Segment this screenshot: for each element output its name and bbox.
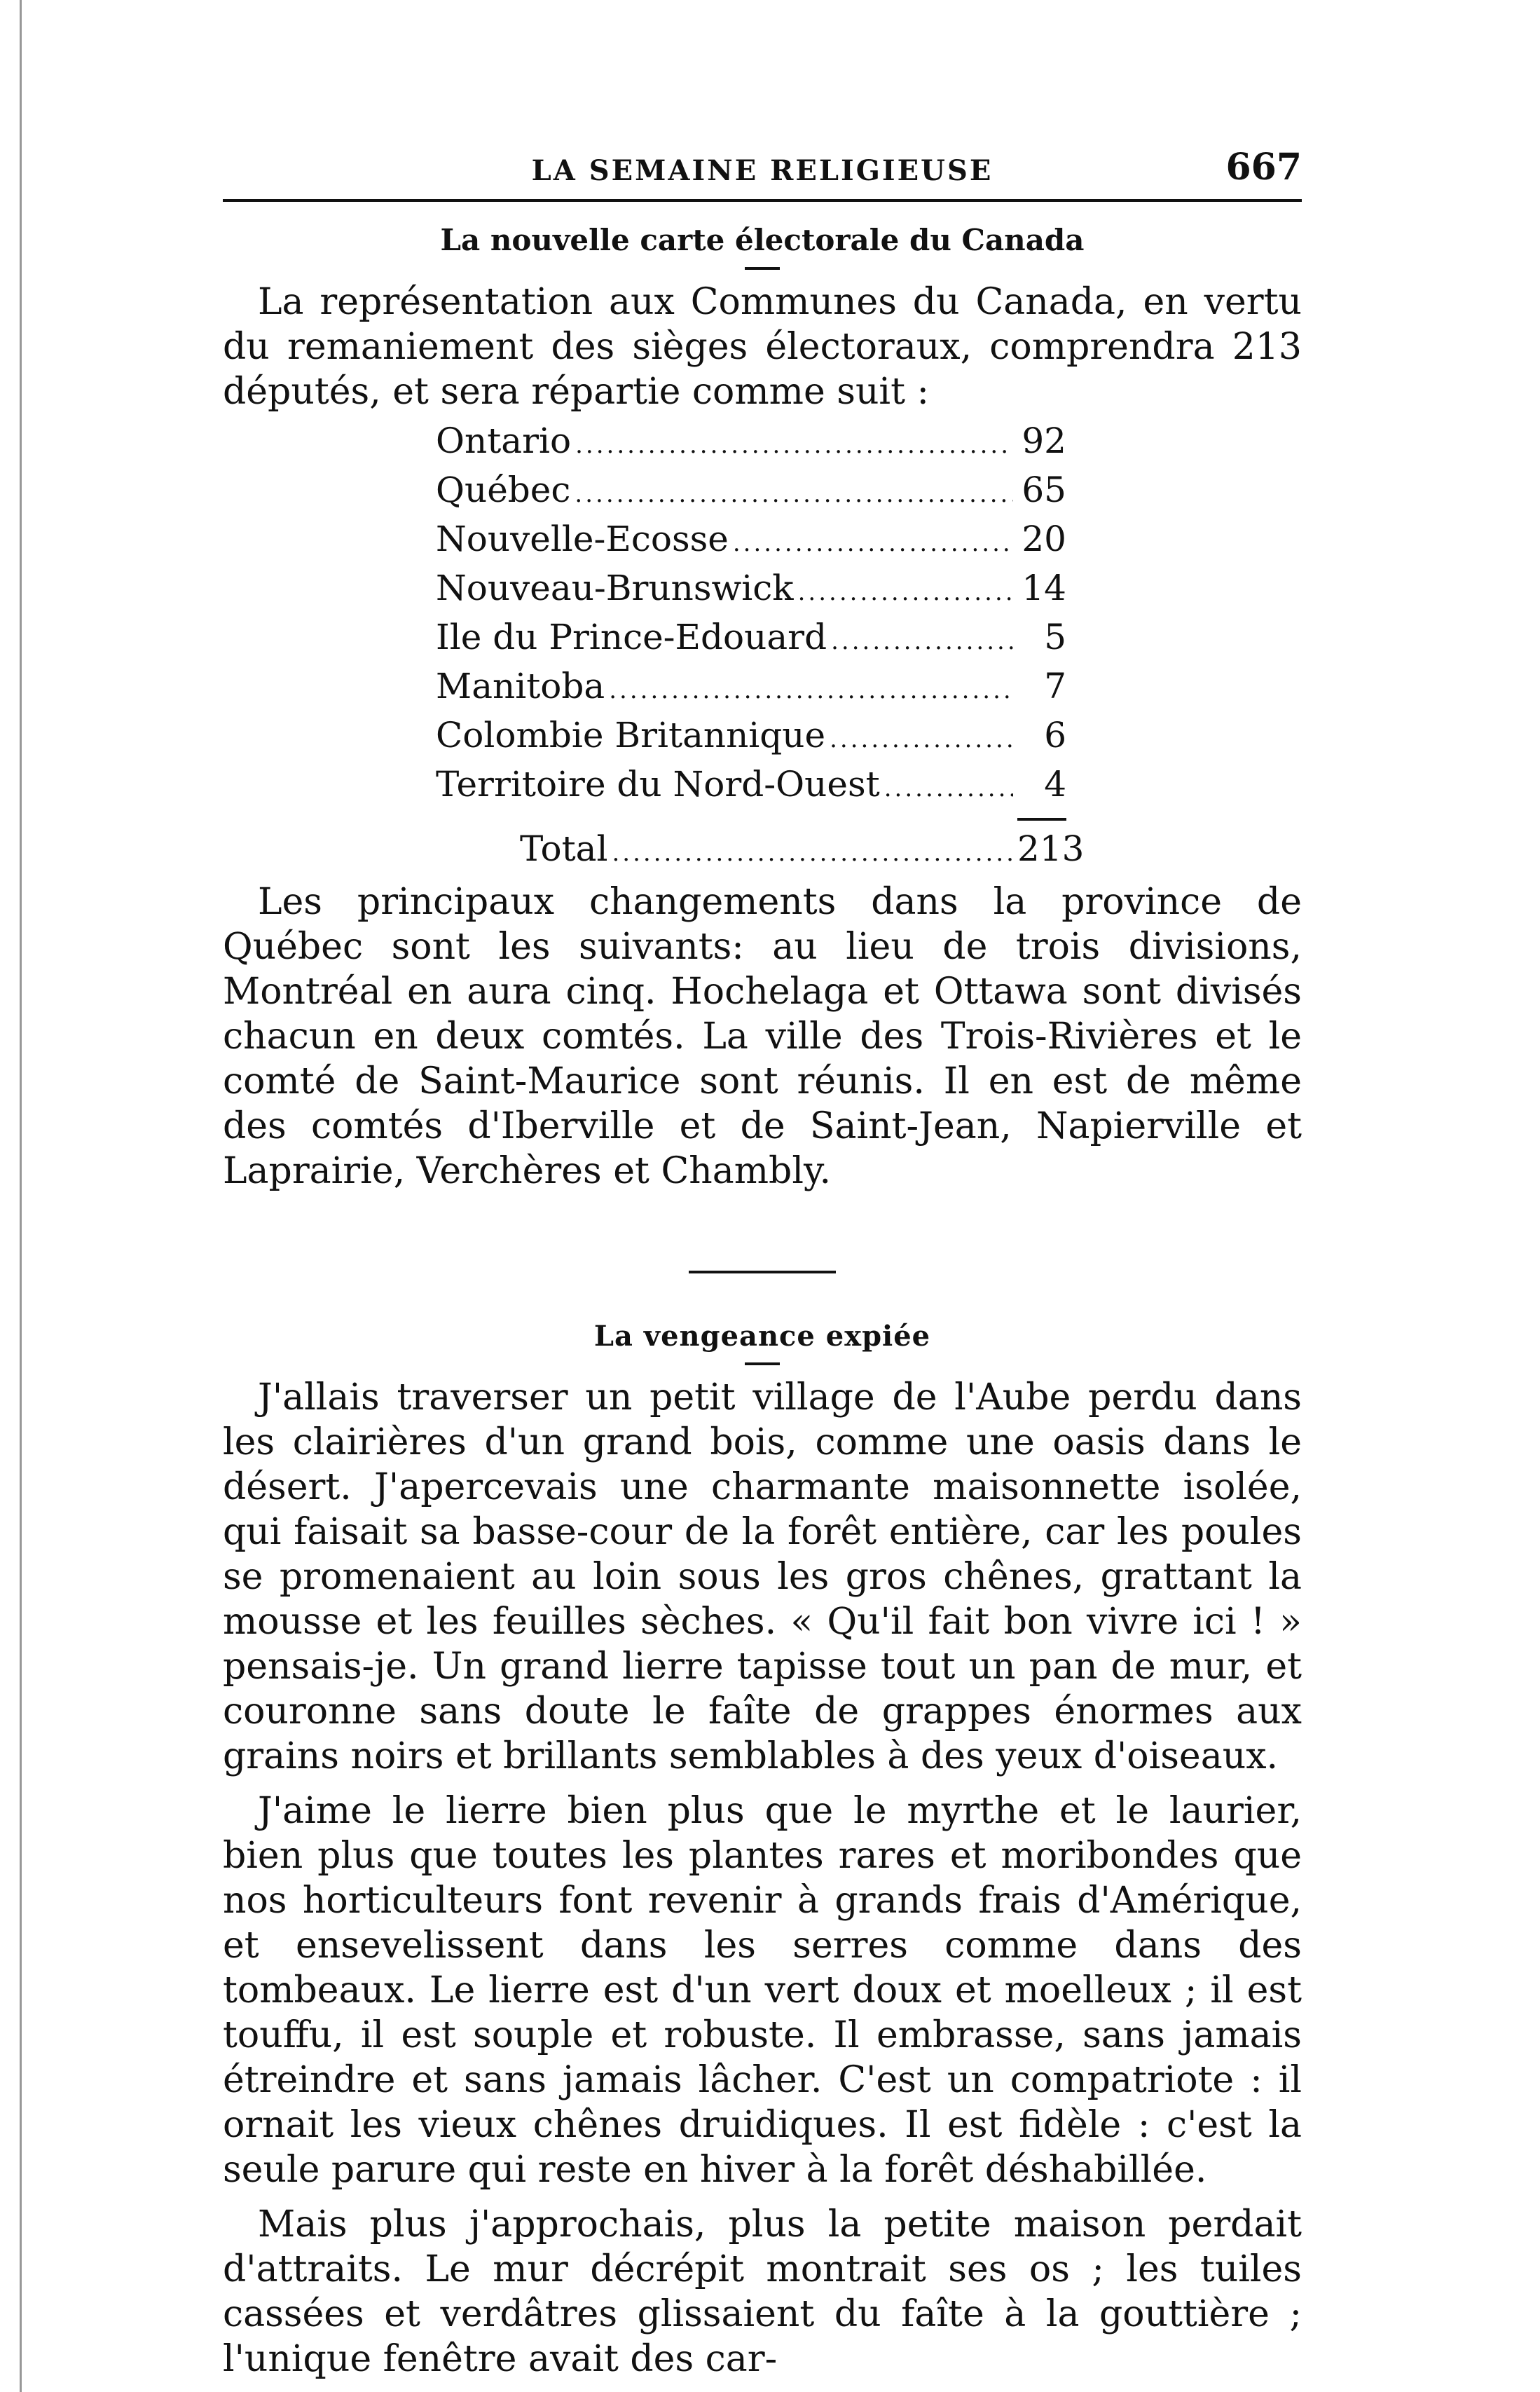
section-separator [689, 1271, 836, 1273]
article-intro-paragraph: La représentation aux Communes du Canada, en vertu du remaniement des sièges électoraux, comprendra 213 députés, et sera répartie comme suit : [223, 281, 1302, 413]
province-name: Ontario [436, 421, 572, 461]
leader-dots [612, 831, 1013, 875]
title-dash [745, 1362, 780, 1365]
story-paragraph: J'aime le lierre bien plus que le myrthe et le laurier, bien plus que toutes les plantes rares et moribondes que nos horticulteurs font revenir à grands frais d'Amérique, et ensevelissent dans les serres comme dans des tombeaux. Le lierre est d'un vert doux et moelleux ; il est touffu, il est souple et robuste. Il embrasse, sans jamais étreindre et sans jamais lâcher. C'est un compatriote : il ornait les vieux chênes druidiques. Il est fidèle : c'est la seule parure qui reste en hiver à la forêt déshabillée. [223, 1790, 1302, 2191]
total-value: 213 [1017, 828, 1085, 869]
province-name: Québec [436, 470, 571, 510]
seat-count: 6 [1044, 715, 1066, 756]
paragraph-gap [223, 1779, 1302, 1789]
article-title-electoral-map: La nouvelle carte électorale du Canada [440, 223, 1085, 257]
total-label: Total [520, 828, 608, 869]
story-paragraph: Mais plus j'approchais, plus la petite maison perdait d'attraits. Le mur décrépit montrait ses os ; les tuiles cassées et verdâtres glissaient du faîte à la gouttière ; l'unique fenêtre avait des car- [223, 2203, 1302, 2380]
seat-count: 65 [1022, 470, 1066, 510]
total-rule [1017, 818, 1066, 821]
table-row [436, 566, 1066, 615]
story-paragraph: J'allais traverser un petit village de l'Aube perdu dans les clairières d'un grand bois, comme une oasis dans le désert. J'apercevais une charmante maisonnette isolée, qui faisait sa basse-cour de la forêt entière, car les poules se promenaient au loin sous les gros chênes, grattant la mousse et les feuilles sèches. « Qu'il fait bon vivre ici ! » pensais-je. Un grand lierre tapisse tout un pan de mur, et couronne sans doute le faîte de grappes énormes aux grains noirs et brillants semblables à des yeux d'oiseaux. [223, 1376, 1302, 1777]
table-row [436, 517, 1066, 566]
leader-dots [831, 619, 1013, 664]
seat-count: 5 [1044, 617, 1066, 657]
header-rule [223, 199, 1302, 202]
leader-dots [609, 668, 1013, 713]
scan-edge-line [20, 0, 22, 2392]
running-head [223, 140, 1302, 196]
leader-dots [575, 423, 1013, 467]
leader-dots [830, 717, 1013, 762]
paragraph-gap [223, 2192, 1302, 2202]
province-name: Colombie Britannique [436, 715, 826, 756]
table-row [436, 418, 1066, 467]
title-dash [745, 267, 780, 270]
page [223, 140, 1302, 2381]
province-name: Territoire du Nord-Ouest [436, 764, 880, 805]
table-row [436, 713, 1066, 762]
table-row [436, 664, 1066, 713]
page-number: 667 [1225, 146, 1302, 189]
province-name: Nouvelle-Ecosse [436, 519, 729, 559]
province-name: Manitoba [436, 666, 605, 706]
running-title: LA SEMAINE RELIGIEUSE [531, 154, 994, 187]
article-title-vengeance: La vengeance expiée [593, 1320, 931, 1353]
total-row [520, 826, 1085, 875]
table-row [436, 615, 1066, 664]
table-row [436, 467, 1066, 517]
article-conclusion-paragraph: Les principaux changements dans la province de Québec sont les suivants: au lieu de trois divisions, Montréal en aura cinq. Hochelaga et Ottawa sont divisés chacun en deux comtés. La ville des Trois-Rivières et le comté de Saint-Maurice sont réunis. Il en est de même des comtés d'Iberville et de Saint-Jean, Napierville et Laprairie, Verchères et Chambly. [223, 881, 1302, 1192]
seat-count: 4 [1044, 764, 1066, 805]
seat-count: 92 [1022, 421, 1066, 461]
table-row [436, 762, 1066, 811]
leader-dots [733, 521, 1013, 566]
leader-dots [884, 766, 1013, 811]
seat-count: 14 [1022, 568, 1066, 608]
seat-count: 20 [1022, 519, 1066, 559]
leader-dots [798, 570, 1013, 615]
leader-dots [575, 472, 1013, 517]
seat-distribution-table [436, 418, 1085, 875]
province-name: Ile du Prince-Edouard [436, 617, 827, 657]
province-name: Nouveau-Brunswick [436, 568, 794, 608]
seat-count: 7 [1044, 666, 1066, 706]
